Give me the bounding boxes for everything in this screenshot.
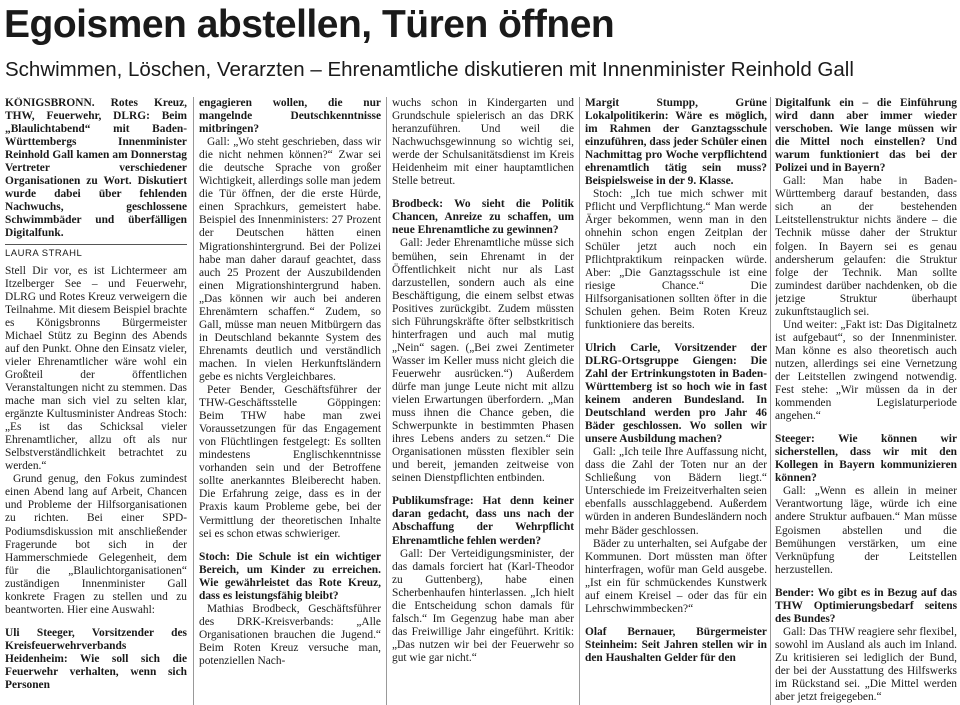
author-byline: LAURA STRAHL <box>5 244 187 260</box>
column-divider <box>770 97 771 705</box>
paragraph: wuchs schon in Kindergarten und Grundschule spielerisch an das DRK heranzuführen. Und weil die Nachwuchsgewinnung so wichtig sei, werde der Schulsanitätsdienst im Kreis Heidenheim mit einer hauptamtlichen Stelle betreut. <box>392 97 574 188</box>
question: engagieren wollen, die nur mangelnde Deutschkenntnisse mitbringen? <box>199 97 381 136</box>
column-2 <box>199 97 381 705</box>
question: Ulrich Carle, Vorsitzender der DLRG-Ortsgruppe Giengen: Die Zahl der Ertrinkungstoten in Baden-Württemberg ist so hoch wie in fast keinem anderen Bundesland. In Deutschland werden pro Jahr 46 Bäder geschlossen. Wo sollen wir unsere Ausbildung machen? <box>585 341 767 446</box>
column-4 <box>585 97 767 705</box>
question: Uli Steeger, Vorsitzender des Kreisfeuerwehrverbands Heidenheim: Wie soll sich die Feuerwehr verhalten, wenn sich Personen <box>5 626 187 692</box>
paragraph: Stoch: „Ich tue mich schwer mit Pflicht und Verpflichtung.“ Man werde Ärger bekommen, wenn man in den ohnehin schon engen Zeitplan der Schüler jetzt auch noch ein Pflichtpraktikum reinpacken würde. Aber: „Die Ganztagsschule ist eine riesige Chance.“ Die Hilfsorganisationen sollten öfter in die Schulen gehen. Beim Roten Kreuz funktioniere das bereits. <box>585 188 767 331</box>
paragraph: Peter Bender, Geschäftsführer der THW-Geschäftsstelle Göppingen: Beim THW habe man zwei Voraussetzungen für das Engagement von Flüchtlingen festgelegt: Es sollten mindestens Englischkenntnisse vorhanden sein und der Betroffene sollte anerkanntes Bleiberecht haben. Die Erfahrung zeige, dass es in der Praxis kaum Probleme gebe, bei der Vermittlung der theoretischen Inhalte sei es schon etwas schwieriger. <box>199 384 381 540</box>
paragraph: Gall: Der Verteidigungsminister, der das damals forciert hat (Karl-Theodor zu Guttenberg), habe einen Scherbenhaufen hinterlassen. „Ich hielt die Entscheidung schon damals für falsch.“ Im Gegenzug habe man aber das Freiwillige Jahr eingeführt. Kritik: „Das nutzen wir bei der Feuerwehr so gut wie gar nicht.“ <box>392 547 574 664</box>
column-5 <box>775 97 957 705</box>
paragraph: Gall: Jeder Ehrenamtliche müsse sich bemühen, sein Ehrenamt in der Öffentlichkeit nicht nur als Last darzustellen, sondern auch als eine Beschäftigung, die einem selbst etwas Positives zurückgibt. Zudem müssten sich Führungskräfte öfter selbstkritisch hinterfragen und auch mal mutig „Nein“ sagen. („Bei zwei Zentimeter Wasser im Keller muss nicht gleich die Feuerwehr ausrücken.“) Außerdem dürfe man junge Leute nicht mit allzu vielen Erwartungen überfordern. „Man muss ihnen die Chance geben, die Schwerpunkte in bestimmten Phasen ihres Lebens anders zu setzen.“ Die Organisationen müssten flexibler sein und bereit, jemanden zeitweise von seinen Dienstpflichten entbinden. <box>392 237 574 485</box>
question: Digitalfunk ein – die Einführung wird dann aber immer wieder verschoben. Wie lange müssen wir die Mittel noch einstellen? Und warum funktioniert das bei der Polizei und in Bayern? <box>775 97 957 175</box>
paragraph: Und weiter: „Fakt ist: Das Digitalnetz ist aufgebaut“, so der Innenminister. Man könne es also theoretisch auch nutzen, allerdings sei eine Vernetzung der Leitstellen zwingend notwendig. Fest stehe: „Wir müssen da in der kommenden Legislaturperiode angehen.“ <box>775 318 957 423</box>
question: Brodbeck: Wo sieht die Politik Chancen, Anreize zu schaffen, um neue Ehrenamtliche zu gewinnen? <box>392 198 574 237</box>
column-1 <box>5 97 187 705</box>
article-lead: KÖNIGSBRONN. Rotes Kreuz, THW, Feuerwehr, DLRG: Beim „Blaulichtabend“ mit Baden-Württembergs Innenminister Reinhold Gall kamen am Donnerstag Vertreter verschiedener Organisationen zu Wort. Diskutiert wurde dabei über fehlenden Nachwuchs, geschlossene Schwimmbäder und überfälligen Digitalfunk. <box>5 97 187 240</box>
paragraph: Gall: „Wenn es allein in meiner Verantwortung läge, würde ich eine andere Struktur aufbauen.“ Man müsse Egoismen abstellen und die Bemühungen verstärken, um eine Verknüpfung der Leitstellen herzustellen. <box>775 485 957 576</box>
article-columns <box>5 97 956 705</box>
question: Publikumsfrage: Hat denn keiner daran gedacht, dass uns nach der Abschaffung der Wehrpflicht Ehrenamtliche fehlen werden? <box>392 495 574 547</box>
paragraph: Gall: „Wo steht geschrieben, dass wir die nicht nehmen können?“ Zwar sei die deutsche Sprache von großer Wichtigkeit, allerdings solle man jedem die Tür öffnen, der die erste Hürde, einen Sprachkurs, gemeistert habe. Beispiel des Innenministers: 27 Prozent der Deutschen hätten einen Migrationshintergrund. Bei der Polizei habe man daher darauf geachtet, dass auch 25 Prozent der Auszubildenden einen Migrationshintergrund haben. „Das können wir auch bei anderen Ehrenämtern schaffen.“ Zudem, so Gall, müsse man neuen Mitbürgern das in Deutschland bekannte System des Ehrenamts deutlich und verständlich machen. In vielen Herkunftsländern gebe es nichts Vergleichbares. <box>199 136 381 383</box>
question: Olaf Bernauer, Bürgermeister Steinheim: Seit Jahren stellen wir in den Haushalten Gelder für den <box>585 625 767 664</box>
question: Margit Stumpp, Grüne Lokalpolitikerin: Wäre es möglich, im Rahmen der Ganztagsschule einzuführen, dass jeder Schüler einen Nachmittag pro Woche verpflichtend ehrenamtlich tätig sein muss? Beispielsweise in der 9. Klasse. <box>585 97 767 188</box>
paragraph: Gall: „Ich teile Ihre Auffassung nicht, dass die Zahl der Toten nur an der Schließung von Bädern liegt.“ Unterschiede im Freizeitverhalten seien ebenfalls ausschlaggebend. Außerdem würden in anderen Bundesländern noch mehr Bäder geschlossen. <box>585 446 767 537</box>
paragraph: Mathias Brodbeck, Geschäftsführer des DRK-Kreisverbands: „Alle Organisationen brauchen die Jugend.“ Beim Roten Kreuz versuche man, potenziellen Nach- <box>199 602 381 667</box>
headline: Egoismen abstellen, Türen öffnen <box>4 3 615 46</box>
subheadline: Schwimmen, Löschen, Verarzten – Ehrenamtliche diskutieren mit Innenminister Reinhold Gall <box>5 58 854 81</box>
question: Stoch: Die Schule ist ein wichtiger Bereich, um Kinder zu erreichen. Wie gewährleistet das Rote Kreuz, dass es leistungsfähig bleibt? <box>199 550 381 602</box>
paragraph: Bäder zu unterhalten, sei Aufgabe der Kommunen. Dort müssten man öfter hinterfragen, wofür man Geld ausgebe. „Ist ein für schmückendes Kunstwerk auf einem Kreisel – oder das für ein Lehrschwimmbecken?“ <box>585 537 767 615</box>
question: Bender: Wo gibt es in Bezug auf das THW Optimierungsbedarf seitens des Bundes? <box>775 586 957 625</box>
column-3 <box>392 97 574 705</box>
paragraph: Stell Dir vor, es ist Lichtermeer am Itzelberger See – und Feuerwehr, DLRG und Rotes Kreuz verweigern die Teilnahme. Mit diesem Beispiel brachte es Königsbronns Bürgermeister Michael Stütz zu Beginn des Abends auf den Punkt. Ohne den Einsatz vieler, vieler Ehrenamtlicher wäre wohl ein Großteil der öffentlichen Veranstaltungen nicht zu stemmen. Das mache man sich viel zu selten klar, ergänzte Kultusminister Andreas Stoch: „Es ist das Schicksal vieler Ehrenamtlicher, allzu oft als nur Selbstverständlichkeit betrachtet zu werden.“ <box>5 264 187 473</box>
paragraph: Gall: Man habe in Baden-Württemberg darauf bestanden, dass sich an der bestehenden Leitstellenstruktur nichts ändere – die Technik müsse daher der Struktur folgen. In Bayern sei es genau andersherum gelaufen: die Struktur folge der Technik. Man sollte zumindest darüber nachdenken, ob die jetzige Struktur überhaupt zukunftstauglich sei. <box>775 175 957 318</box>
column-divider <box>579 97 580 705</box>
paragraph: Gall: Das THW reagiere sehr flexibel, sowohl im Ausland als auch im Inland. Zu kritisieren sei lediglich der Bund, der bei der Ausstattung des Hilfswerks im Rückstand sei. „Die Mittel werden aber jetzt freigegeben.“ <box>775 625 957 704</box>
paragraph: Grund genug, den Fokus zumindest einen Abend lang auf Arbeit, Chancen und Probleme der Hilfsorganisationen zu richten. Bei einer SPD-Podiumsdiskussion mit anschließender Fragerunde bot sich in der Hammerschmiede Gelegenheit, dem für die „Blaulichtorganisationen“ zuständigen Innenminister Gall konkrete Fragen zu stellen und zu beantworten. Hier eine Auswahl: <box>5 473 187 616</box>
column-divider <box>386 97 387 705</box>
column-divider <box>193 97 194 705</box>
question: Steeger: Wie können wir sicherstellen, dass wir mit den Kollegen in Bayern kommunizieren können? <box>775 433 957 485</box>
